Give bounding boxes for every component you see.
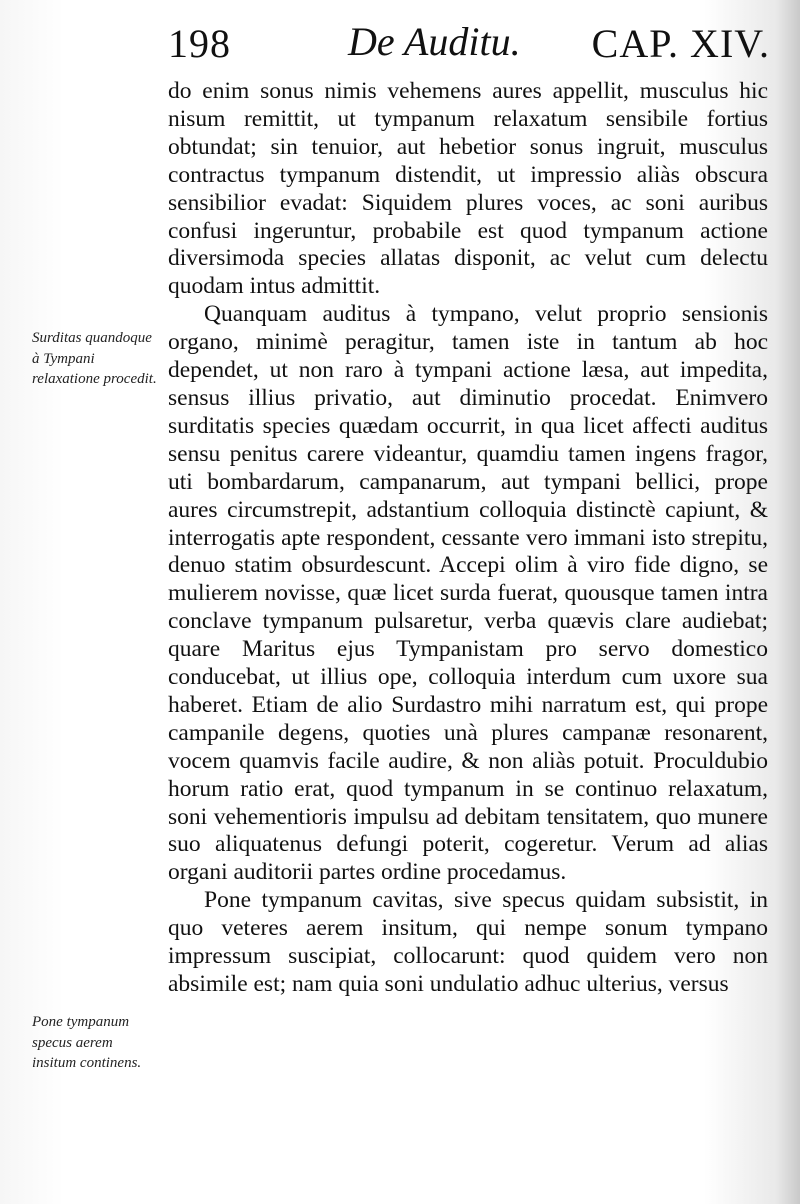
page-number: 198 xyxy=(168,21,231,66)
paragraph: do enim sonus nimis vehemens aures appellit, musculus hic nisum remittit, ut tympanum relaxatum sensibile fortius obtundat; sin tenuior, aut hebetior sonus ingruit, musculus contractus tympanum distendit, ut impressio aliàs obscura sensibilior evadat: Siquidem plures voces, ac soni auribus confusi ingeruntur, probabile est quod tympanum actione diversimoda species allatas disponit, ac velut cum delectu quodam intus admittit. xyxy=(168,78,768,300)
paragraph: Pone tympanum cavitas, sive specus quidam subsistit, in quo veteres aerem insitum, qui nempe sonum tympano impressum suscipiat, collocarunt: quod quidem vero non absimile est; nam quia soni undulatio adhuc ulterius, versus xyxy=(168,887,768,997)
running-header xyxy=(168,18,770,78)
margin-note-pone-tympanum: Pone tympanum specus aerem insitum continens. xyxy=(32,1014,142,1071)
main-text xyxy=(168,78,768,999)
paragraph: Quanquam auditus à tympano, velut proprio sensionis organo, minimè peragitur, tamen iste in tantum ab hoc dependet, ut non raro à tympani actione læsa, aut impedita, sensus illius privatio, aut diminutio procedat. Enimvero surditatis species quædam occurrit, in qua licet affecti auditus sensu penitus carere videantur, quamdiu tamen ingens fragor, uti bombardarum, campanarum, aut tympani bellici, prope aures circumstrepit, adstantium colloquia distinctè capiunt, & interrogatis apte respondent, cessante vero immani isto strepitu, denuo statim obsurdescunt. Accepi olim à viro fide digno, se mulierem novisse, quæ licet surda fuerat, quousque tamen intra conclave tympanum pulsaretur, verba quævis clare audiebat; quare Maritus ejus Tympanistam pro servo domestico conducebat, ut illius ope, colloquia interdum cum uxore sua haberet. Etiam de alio Surdastro mihi narratum est, qui prope campanile degens, quoties unà plures campanæ resonarent, vocem quamvis facile audire, & non aliàs potuit. Proculdubio horum ratio erat, quod tympanum in se continuo relaxatum, soni vehementioris impulsu ad debitam tensitatem, quo munere suo aliquatenus defungi poterit, cogeretur. Verum ad alias organi auditorii partes ordine procedamus. xyxy=(168,301,768,886)
margin-note-surditas: Surditas quandoque à Tympani relaxatione procedit. xyxy=(32,330,157,387)
chapter-label: CAP. XIV. xyxy=(591,21,770,66)
running-title: De Auditu. xyxy=(348,19,521,64)
